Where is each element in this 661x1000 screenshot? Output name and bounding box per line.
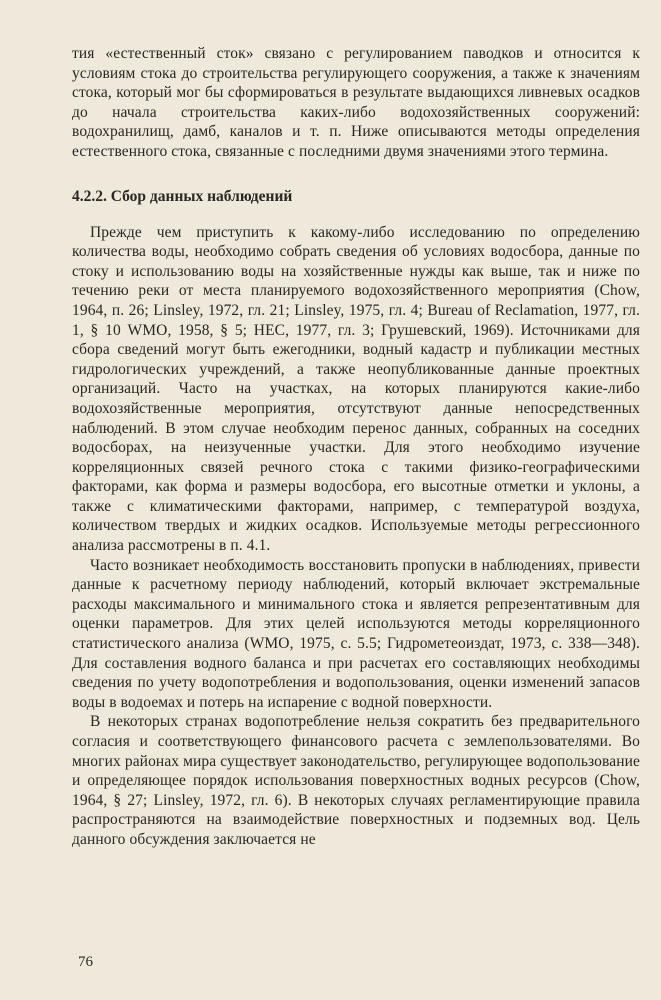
page-number: 76 bbox=[78, 954, 93, 970]
body-paragraph-1: Прежде чем приступить к какому-либо исследованию по определению количества воды, необходимо собрать сведения об условиях водосбора, данные по стоку и использованию воды на хозяйственные нужды как выше, так и ниже по течению реки от места планируемого водохозяйственного мероприятия (Chow, 1964, п. 26; Linsley, 1972, гл. 21; Linsley, 1975, гл. 4; Bureau of Reclamation, 1977, гл. 1, § 10 WMO, 1958, § 5; HEC, 1977, гл. 3; Грушевский, 1969). Источниками для сбора сведений могут быть ежегодники, водный кадастр и публикации местных гидрологических учреждений, а также неопубликованные данные проектных организаций. Часто на участках, на которых планируются какие-либо водохозяйственные мероприятия, отсутствуют данные непосредственных наблюдений. В этом случае необходим перенос данных, собранных на соседних водосборах, на неизученные участки. Для этого необходимо изучение корреляционных связей речного стока с такими физико-географическими факторами, как форма и размеры водосбора, его высотные отметки и уклоны, а также с климатическими факторами, например, с температурой воздуха, количеством твердых и жидких осадков. Используемые методы регрессионного анализа рассмотрены в п. 4.1. bbox=[72, 223, 640, 555]
section-heading: 4.2.2. Сбор данных наблюдений bbox=[72, 187, 293, 205]
opening-paragraph: тия «естественный сток» связано с регулированием паводков и относится к условиям стока до строительства регулирующего сооружения, а также к значениям стока, который мог бы сформироваться в результате выдающихся ливневых осадков до начала строительства каких-либо водохозяйственных сооружений: водохранилищ, дамб, каналов и т. п. Ниже описываются методы определения естественного стока, связанные с последними двумя значениями этого термина. bbox=[72, 45, 640, 160]
body-paragraph-3: В некоторых странах водопотребление нельзя сократить без предварительного согласия и соответствующего финансового расчета с землепользователями. Во многих районах мира существует законодательство, регулирующее водопользование и определяющее порядок использования поверхностных водных ресурсов (Chow, 1964, § 27; Linsley, 1972, гл. 6). В некоторых случаях регламентирующие правила распространяются на взаимодействие поверхностных и подземных вод. Цель данного обсуждения заключается не bbox=[72, 713, 640, 848]
page-body bbox=[72, 44, 640, 850]
body-paragraph-2: Часто возникает необходимость восстановить пропуски в наблюдениях, привести данные к расчетному периоду наблюдений, который включает экстремальные расходы максимального и минимального стока и является репрезентативным для оценки параметров. Для этих целей используются методы корреляционного статистического анализа (WMO, 1975, с. 5.5; Гидрометеоиздат, 1973, с. 338—348). Для составления водного баланса и при расчетах его составляющих необходимы сведения по учету водопотребления и водопользования, оценки изменений запасов воды в водоемах и потерь на испарение с водной поверхности. bbox=[72, 556, 640, 711]
